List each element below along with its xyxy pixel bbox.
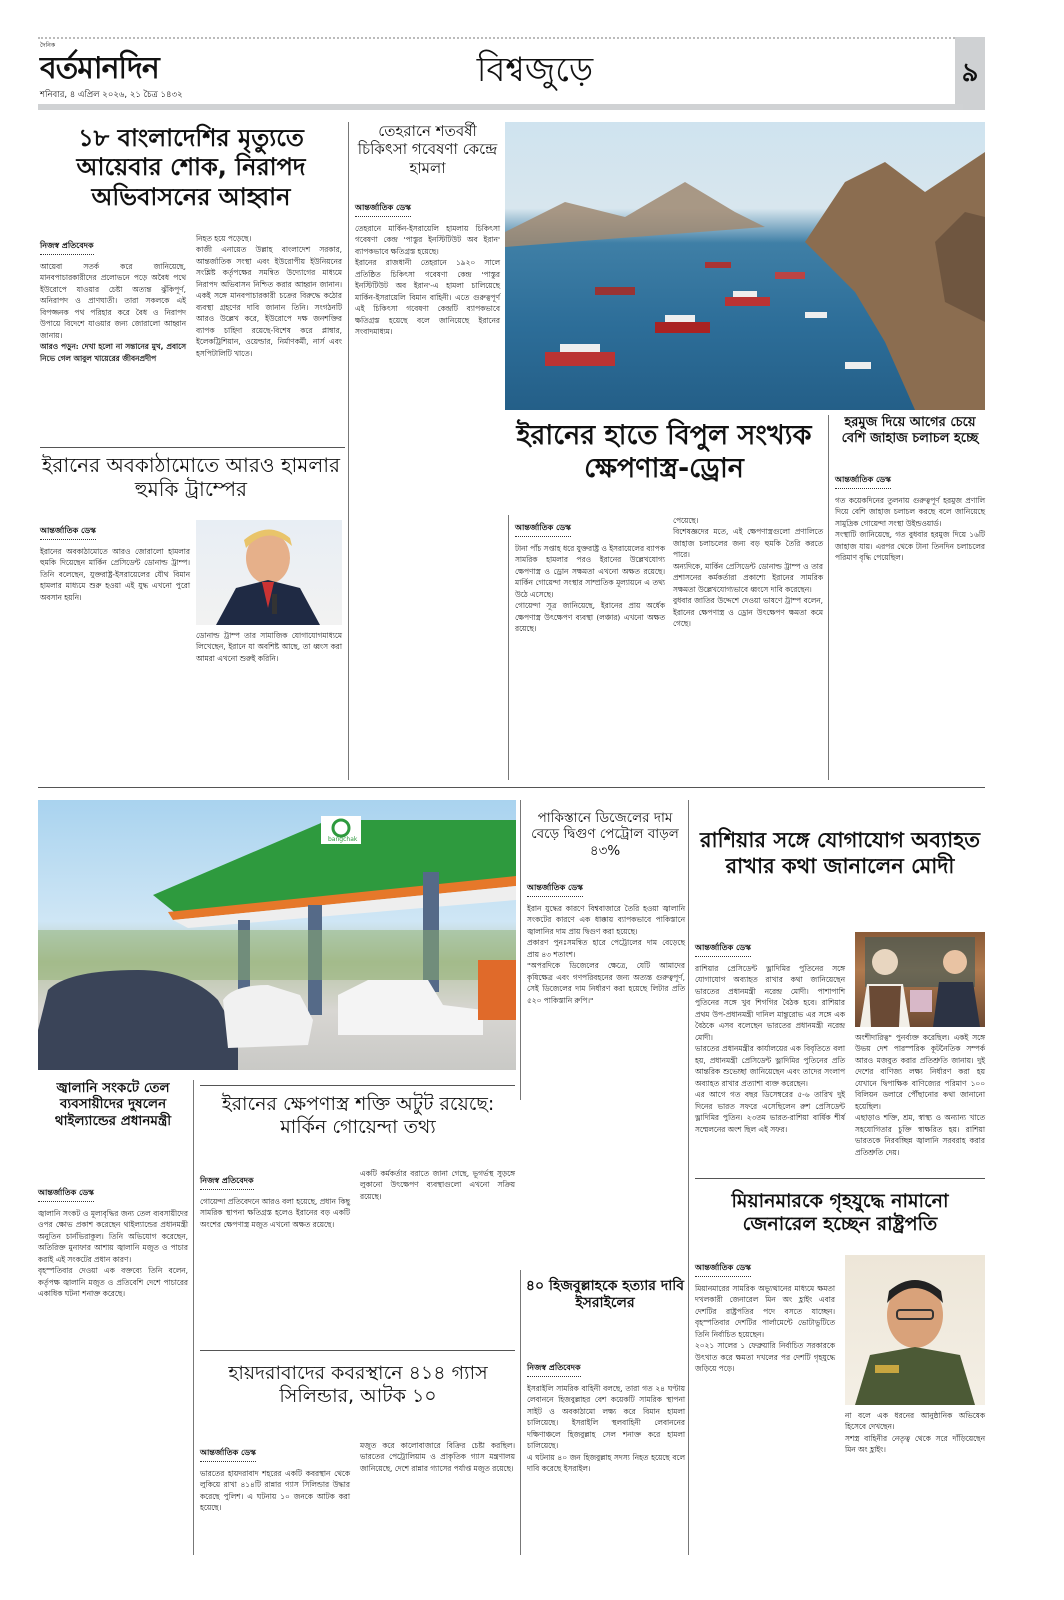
brand-label: bangchak bbox=[328, 836, 358, 843]
article-hezbollah bbox=[527, 1355, 685, 1475]
article-paragraph: প্রকারণ পুনঃসমন্বিত হারে পেট্রোলের দাম বেড়েছে প্রায় ৪৩ শতাংশ। bbox=[527, 938, 685, 959]
headline-tehran-research-center[interactable]: তেহরানে শতবর্ষী চিকিৎসা গবেষণা কেন্দ্রে হামলা bbox=[357, 122, 498, 177]
article-paragraph: ডোনাল্ড ট্রাম্প তার সামাজিক যোগাযোগমাধ্যমে লিখেছেন, ইরানে যা অবশিষ্ট আছে, তা ধ্বংস করা আমরা এখনো শুরুই করিনি। bbox=[196, 631, 342, 663]
section-divider bbox=[38, 787, 985, 788]
ships-illustration bbox=[505, 122, 985, 410]
article-paragraph: ভারতের হায়দরাবাদ শহরের একটি কবরস্থান থেকে লুকিয়ে রাখা ৪১৪টি রান্নার গ্যাস সিলিন্ডার উদ্ধার করেছে পুলিশ। এ ঘটনায় ১০ জনকে আটক করা হয়েছে। bbox=[200, 1469, 350, 1513]
headline-modi-russia[interactable]: রাশিয়ার সঙ্গে যোগাযোগ অব্যাহত রাখার কথা জানালেন মোদী bbox=[699, 828, 981, 878]
divider bbox=[695, 1178, 985, 1179]
article-paragraph: ভারতের প্রধানমন্ত্রীর কার্যালয়ের এক বিবৃতিতে বলা হয়, প্রধানমন্ত্রী প্রেসিডেন্ট ভ্লাদিমির পুতিনের প্রতি আন্তরিক শুভেচ্ছা জানিয়েছেন এবং তাদের সংলাপ অব্যাহত রাখার প্রত্যাশা ব্যক্ত করেছেন। bbox=[695, 1044, 845, 1088]
article-paragraph: মজুত করে কালোবাজারে বিক্রির চেষ্টা করছিল। ভারতের পেট্রোলিয়াম ও প্রাকৃতিক গ্যাস মন্ত্রণালয় জানিয়েছে, দেশে রান্নার গ্যাসের পর্যাপ্ত মজুত রয়েছে। bbox=[360, 1441, 515, 1473]
article-paragraph: সংস্থাটি জানিয়েছে, গত বুধবার হরমুজ দিয়ে ১৬টি জাহাজ যায়। এরপর থেকে টানা তিনদিন চলাচলের পরিমাণ বৃদ্ধি পেয়েছিল। bbox=[835, 530, 985, 563]
article-paragraph: গোয়েন্দা সূত্র জানিয়েছে, ইরানের প্রায় অর্ধেক ক্ষেপণাস্ত্র উৎক্ষেপণ ব্যবস্থা (লঞ্চার) এখনো অক্ষত রয়েছে। bbox=[515, 601, 665, 634]
newspaper-logo[interactable]: বর্তমানদিন bbox=[40, 51, 159, 86]
article-modi-russia-col2 bbox=[855, 1032, 985, 1158]
medal-ribbon bbox=[875, 1365, 899, 1373]
article-paragraph: তেহরানে মার্কিন-ইসরায়েলি হামলায় চিকিৎসা গবেষণা কেন্দ্র 'পাস্তুর ইনস্টিটিউট অব ইরান' ব্যাপকভাবে ক্ষতিগ্রস্ত হয়েছে। bbox=[355, 224, 500, 256]
article-paragraph: বিশেষজ্ঞদের মতে, এই ক্ষেপণাস্ত্রগুলো প্রণালিতে জাহাজ চলাচলের জন্য বড় হুমকি তৈরি করতে পারে। bbox=[673, 527, 823, 560]
article-hormuz-ships bbox=[835, 467, 985, 564]
byline: নিজস্ব প্রতিবেদক bbox=[200, 1175, 254, 1190]
article-paragraph: জ্বালানি সংকট ও মূল্যবৃদ্ধির জন্য তেল ব্যবসায়ীদের ওপর ক্ষোভ প্রকাশ করেছেন থাইল্যান্ডের প্রধানমন্ত্রী অনুতিন চার্নভিরাকুল। তিনি অভিযোগ করেছেন, অতিরিক্ত মুনাফার আশায় জ্বালানি মজুত ও পাচার করাই এই সংকটের প্রধান কারণ। bbox=[38, 1209, 188, 1264]
article-hyderabad-col2 bbox=[360, 1440, 515, 1474]
column-divider bbox=[828, 415, 829, 780]
article-paragraph: সশস্ত্র বাহিনীর নেতৃত্ব থেকে সরে দাঁড়িয়েছেন মিন অং হ্লাইং। bbox=[845, 1433, 985, 1455]
ship bbox=[705, 262, 731, 268]
article-hyderabad-col1 bbox=[200, 1440, 350, 1514]
headline-myanmar-general[interactable]: মিয়ানমারকে গৃহযুদ্ধে নামানো জেনারেল হচ্ছেন রাষ্ট্রপতি bbox=[731, 1190, 949, 1236]
article-paragraph: ইরানের অবকাঠামোতে আরও জোরালো হামলার হুমকি দিয়েছেন মার্কিন প্রেসিডেন্ট ডোনাল্ড ট্রাম্প। তিনি বলেছেন, যুক্তরাষ্ট্র-ইসরায়েলের যৌথ বিমান হামলার মাধ্যমে শুরু হওয়া এই যুদ্ধ এখনো পুরো অবসান হয়নি। bbox=[40, 547, 190, 602]
section-title: বিশ্বজুড়ে bbox=[476, 50, 594, 90]
article-iran-missile-power-col1 bbox=[200, 1168, 350, 1230]
boat bbox=[805, 312, 827, 318]
article-paragraph: আয়েবা সতর্ক করে জানিয়েছে, মানবপাচারকারীদের প্রলোভনে পড়ে অবৈধ পথে ইউরোপে যাওয়ার চেষ্টা অত্যন্ত ঝুঁকিপূর্ণ, অনিরাপদ ও প্রাণঘাতী। তারা সকলকে এই বিপজ্জনক পথ পরিহার করে বৈধ ও নিরাপদ উপায়ে বিদেশে যাওয়ার জন্য জোরালো আহ্বান জানায়। bbox=[40, 262, 186, 340]
ship bbox=[655, 322, 710, 333]
column-divider bbox=[688, 800, 689, 1555]
article-paragraph: রাশিয়ার প্রেসিডেন্ট ভ্লাদিমির পুতিনের সঙ্গে যোগাযোগ অব্যাহত রাখার কথা জানিয়েছেন ভারতের প্রধানমন্ত্রী নরেন্দ্র মোদী। পাশাপাশি পুতিনের সঙ্গে খুব শিগগির বৈঠক হবে। রাশিয়ার প্রথম উপ-প্রধানমন্ত্রী দানিল মান্তুরোভ এর সঙ্গে এক বৈঠকে এসব বলেছেন ভারতের প্রধানমন্ত্রী নরেন্দ্র মোদী। bbox=[695, 964, 845, 1042]
gas-station-illustration bbox=[38, 800, 516, 1070]
article-paragraph: বুধবার জাতির উদ্দেশে দেওয়া ভাষণে ট্রাম্প বলেন, ইরানের ক্ষেপণাস্ত্র ও ড্রোন উৎক্ষেপণ ক্ষমতা কমে গেছে। bbox=[673, 596, 823, 629]
article-paragraph: ইসরাইলি সামরিক বাহিনী বলছে, তারা গত ২৪ ঘণ্টায় লেবাননে হিজবুল্লাহর বেশ কয়েকটি সামরিক স্থাপনা সাইট ও অবকাঠামো লক্ষ্য করে বিমান হামলা চালিয়েছে। ইসরাইলি স্থলবাহিনী লেবাননের দক্ষিণাঞ্চলে হিজবুল্লাহ সেল শনাক্ত করে হামলা চালিয়েছে। bbox=[527, 1384, 685, 1451]
myanmar-general-portrait-photo bbox=[845, 1255, 985, 1405]
portrait-illustration bbox=[845, 1255, 985, 1405]
column-divider bbox=[348, 122, 349, 780]
divider bbox=[40, 447, 345, 448]
article-paragraph: একটি কর্মকর্তার বরাতে জানা গেছে, ভূগর্ভস্থ সুড়ঙ্গে লুকানো উৎক্ষেপণ ব্যবস্থাগুলো এখনো সক্রিয় রয়েছে। bbox=[360, 1169, 515, 1201]
article-paragraph: গোয়েন্দা প্রতিবেদনে আরও বলা হয়েছে, প্রধান কিছু সামরিক স্থাপনা ক্ষতিগ্রস্ত হলেও ইরানের বড় একটি অংশের ক্ষেপণাস্ত্র মজুত এখনো অক্ষত রয়েছে। bbox=[200, 1197, 350, 1229]
sedan bbox=[223, 985, 313, 1048]
tanker bbox=[478, 960, 516, 1020]
article-bangladeshi-deaths-col2 bbox=[196, 233, 342, 359]
article-paragraph: ২০২১ সালের ১ ফেব্রুয়ারি নির্বাচিত সরকারকে উৎখাত করে ক্ষমতা দখলের পর দেশটি গৃহযুদ্ধে জড়িয়ে পড়ে। bbox=[695, 1341, 835, 1374]
byline: আন্তর্জাতিক ডেস্ক bbox=[835, 474, 891, 489]
article-paragraph: এ ঘটনায় ৪০ জন হিজবুল্লাহ সদস্য নিহত হয়েছে বলে দাবি করেছে ইসরাইল। bbox=[527, 1452, 685, 1474]
article-myanmar-col1 bbox=[695, 1255, 835, 1375]
headline-hezbollah[interactable]: ৪০ হিজবুল্লাহকে হত্যার দাবি ইসরাইলের bbox=[525, 1278, 685, 1312]
article-paragraph: অংশীদারিত্ব" পুনর্ব্যক্ত করেছিল। একই সঙ্গে উভয় দেশ পারস্পরিক কূটনৈতিক সম্পর্ক আরও মজবুত করার প্রতিশ্রুতি জানায়। দুই দেশের বাণিজ্য লক্ষ্য নির্ধারণ করা হয় যেখানে দ্বিপাক্ষিক বাণিজ্যের পরিমাণ ১০০ বিলিয়ন ডলারে পৌঁছানোর কথা জানানো হয়েছিল। bbox=[855, 1033, 985, 1111]
article-trump-threat-col1 bbox=[40, 518, 190, 603]
article-modi-russia-col1 bbox=[695, 935, 845, 1135]
article-paragraph: "অপরদিকে ডিজেলের ক্ষেত্রে, যেটি আমাদের কৃষিক্ষেত্র এবং গণপরিবহনের জন্য অত্যন্ত গুরুত্বপূর্ণ, সেই ডিজেলের দাম নির্ধারণ করা হয়েছে লিটার প্রতি ৫২০ পাকিস্তানি রুপি।" bbox=[527, 961, 685, 1005]
ship bbox=[725, 297, 770, 306]
article-paragraph: অন্যদিকে, মার্কিন প্রেসিডেন্ট ডোনাল্ড ট্রাম্প ও তার প্রশাসনের কর্মকর্তারা প্রকাশ্যে ইরানের সামরিক সক্ষমতা উল্লেখযোগ্যভাবে ধ্বংসে দাবি করেছেন। bbox=[673, 561, 823, 594]
masthead-top-rule bbox=[38, 37, 963, 39]
headline-trump-threat[interactable]: ইরানের অবকাঠামোতে আরও হামলার হুমকি ট্রাম্পের bbox=[41, 453, 341, 502]
article-paragraph: ইরান যুদ্ধের কারণে বিশ্ববাজারে তৈরি হওয়া জ্বালানি সংকটের কারণে এক ধাক্কায় ব্যাপকভাবে পাকিস্তানে জ্বালানির দাম প্রায় দ্বিগুণ করা হয়েছে। bbox=[527, 904, 685, 936]
meeting-illustration bbox=[855, 932, 985, 1027]
column-divider bbox=[520, 1270, 521, 1555]
suv bbox=[38, 970, 238, 1070]
masthead-bottom-rule bbox=[38, 104, 963, 110]
headline-pakistan-diesel[interactable]: পাকিস্তানে ডিজেলের দাম বেড়ে দ্বিগুণ পেট্রোল বাড়ল ৪৩% bbox=[531, 810, 679, 859]
article-bangladeshi-deaths-col1 bbox=[40, 233, 186, 364]
article-iran-missiles-col2 bbox=[673, 515, 823, 630]
headline-bangladeshi-deaths[interactable]: ১৮ বাংলাদেশির মৃত্যুতে আয়েবার শোক, নিরাপদ অভিবাসনের আহ্বান bbox=[76, 124, 306, 211]
headline-iran-missiles-drones[interactable]: ইরানের হাতে বিপুল সংখ্যক ক্ষেপণাস্ত্র-ড্রোন bbox=[516, 420, 812, 484]
byline: আন্তর্জাতিক ডেস্ক bbox=[695, 942, 751, 957]
ship bbox=[775, 272, 805, 279]
byline: আন্তর্জাতিক ডেস্ক bbox=[200, 1447, 256, 1462]
article-paragraph: ইরানের রাজধানী তেহরানে ১৯২০ সালে প্রতিষ্ঠিত চিকিৎসা গবেষণা কেন্দ্র 'পাস্তুর ইনস্টিটিউট অব ইরান'-এ হামলা চালিয়েছে মার্কিন-ইসরায়েলি বিমান বাহিনী। এতে গুরুত্বপূর্ণ এই চিকিৎসা গবেষণা কেন্দ্রটি ব্যাপকভাবে ক্ষতিগ্রস্ত হয়েছে বলে জানিয়েছে ইরানের সংবাদমাধ্যম। bbox=[355, 258, 500, 337]
headline-thailand-pm[interactable]: জ্বালানি সংকটে তেল ব্যবসায়ীদের দুষলেন থাইল্যান্ডের প্রধানমন্ত্রী bbox=[54, 1080, 172, 1129]
page-number: ৯ bbox=[955, 37, 985, 110]
article-paragraph: মিয়ানমারের সামরিক অভ্যুত্থানের মাধ্যমে ক্ষমতা দখলকারী জেনারেল মিন অং হ্লাইং এবার দেশটির রাষ্ট্রপতির পদে বসতে যাচ্ছেন। বৃহস্পতিবার দেশটির পার্লামেন্টে ভোটাভুটিতে তিনি নির্বাচিত হয়েছেন। bbox=[695, 1284, 835, 1339]
headline-hyderabad-cylinders[interactable]: হায়দরাবাদের কবরস্থানে ৪১৪ গ্যাস সিলিন্ডার, আটক ১০ bbox=[228, 1362, 488, 1408]
ships-in-strait-photo bbox=[505, 122, 985, 410]
byline: আন্তর্জাতিক ডেস্ক bbox=[355, 202, 411, 217]
headline-hormuz-ships[interactable]: হরমুজ দিয়ে আগের চেয়ে বেশি জাহাজ চলাচল হচ্ছে bbox=[841, 415, 979, 446]
article-pakistan-diesel bbox=[527, 875, 685, 1006]
pickup bbox=[338, 980, 483, 1035]
gift-book bbox=[910, 990, 932, 1012]
byline: আন্তর্জাতিক ডেস্ক bbox=[38, 1187, 94, 1202]
column-divider bbox=[508, 515, 509, 780]
article-paragraph: না বলে এক ধরনের আনুষ্ঠানিক অভিষেক হিসেবে দেখছেন। bbox=[845, 1411, 985, 1432]
divider bbox=[200, 1350, 515, 1351]
article-paragraph: এছাড়াও শক্তি, শ্রম, স্বাস্থ্য ও অন্যান্য খাতে সহযোগিতার চুক্তি স্বাক্ষরিত হয়। রাশিয়া ভারতকে নিরবচ্ছিন্ন জ্বালানি সরবরাহ করার প্রতিশ্রুতি দেয়। bbox=[855, 1113, 985, 1157]
headline-iran-missile-power[interactable]: ইরানের ক্ষেপণাস্ত্র শক্তি অটুট রয়েছে: মার্কিন গোয়েন্দা তথ্য bbox=[221, 1093, 495, 1139]
byline: আন্তর্জাতিক ডেস্ক bbox=[40, 525, 96, 540]
article-paragraph: নিহত হয়ে পড়েছে। bbox=[196, 234, 252, 243]
portrait-illustration bbox=[196, 520, 342, 625]
divider bbox=[200, 1085, 515, 1086]
byline: নিজস্ব প্রতিবেদক bbox=[40, 240, 94, 255]
boat bbox=[845, 362, 871, 369]
column-divider bbox=[193, 1080, 194, 1555]
modi-putin-meeting-photo bbox=[855, 932, 985, 1027]
masthead-kicker: দৈনিক bbox=[40, 42, 56, 49]
article-paragraph: টানা পাঁচ সপ্তাহ ধরে যুক্তরাষ্ট্র ও ইসরায়েলের ব্যাপক সামরিক হামলার পরও ইরানের উল্লেখযোগ্য ক্ষেপণাস্ত্র ও ড্রোন সক্ষমতা এখনো অক্ষত রয়েছে। মার্কিন গোয়েন্দা সংস্থার সাম্প্রতিক মূল্যায়নে এ তথ্য উঠে এসেছে। bbox=[515, 544, 665, 599]
byline: নিজস্ব প্রতিবেদক bbox=[527, 1362, 581, 1377]
article-paragraph: পেয়েছে। bbox=[673, 516, 699, 525]
byline: আন্তর্জাতিক ডেস্ক bbox=[695, 1262, 751, 1277]
article-tehran-research-center bbox=[355, 195, 500, 338]
article-myanmar-col2 bbox=[845, 1410, 985, 1456]
related-link[interactable]: আরও পড়ুন: দেখা হলো না সন্তানের মুখ, প্রবাসে নিভে গেল আবুল খায়েরের জীবনপ্রদীপ bbox=[40, 342, 186, 363]
article-paragraph: গত কয়েকদিনের তুলনায় গুরুত্বপূর্ণ হরমুজ প্রণালি দিয়ে বেশি জাহাজ চলাচল করছে বলে জানিয়েছে সামুদ্রিক গোয়েন্দা সংস্থা উইন্ডওয়ার্ড। bbox=[835, 496, 985, 528]
article-paragraph: এর আগে গত বছর ডিসেম্বরের ৫-৬ তারিখ দুই দিনের ভারত সফরে এসেছিলেন রুশ প্রেসিডেন্ট ভ্লাদিমির পুতিন। ২৩তম ভারত-রাশিয়া বার্ষিক শীর্ষ সম্মেলনের অংশ ছিল এই সফর। bbox=[695, 1090, 845, 1134]
column-divider bbox=[520, 800, 521, 1100]
article-iran-missiles-col1 bbox=[515, 515, 665, 635]
microphone bbox=[272, 594, 277, 614]
ship bbox=[595, 287, 635, 295]
trump-portrait-photo bbox=[196, 520, 342, 625]
dateline: শনিবার, ৪ এপ্রিল ২০২৬, ২১ চৈত্র ১৪৩২ bbox=[40, 90, 183, 100]
byline: আন্তর্জাতিক ডেস্ক bbox=[527, 882, 583, 897]
article-iran-missile-power-col2 bbox=[360, 1168, 515, 1202]
gas-station-queue-photo bbox=[38, 800, 516, 1070]
article-trump-threat-col2 bbox=[196, 630, 342, 664]
article-paragraph: কাজী এনায়েত উল্লাহ বাংলাদেশ সরকার, আন্তর্জাতিক সংস্থা এবং ইউরোপীয় ইউনিয়নের সংশ্লিষ্ট কর্তৃপক্ষের সমন্বিত উদ্যোগের মাধ্যমে নিরাপদ অভিবাসন নিশ্চিত করার আহ্বান জানান। একই সঙ্গে মানবপাচারকারী চক্রের বিরুদ্ধে কঠোর ব্যবস্থা গ্রহণের দাবি জানান তিনি। সংগঠনটি আরও উল্লেখ করে, ইউরোপে দক্ষ জনশক্তির ব্যাপক চাহিদা রয়েছে-বিশেষ করে প্লাম্বার, ইলেকট্রিশিয়ান, ওয়েল্ডার, নির্মাণকর্মী, নার্স এবং হসপিটালিটি খাতে। bbox=[196, 245, 342, 358]
byline: আন্তর্জাতিক ডেস্ক bbox=[515, 522, 571, 537]
article-paragraph: বৃহস্পতিবার দেওয়া এক বক্তব্যে তিনি বলেন, কর্তৃপক্ষ জ্বালানি মজুত ও প্রতিবেশি দেশে পাচারের একাধিক ঘটনা শনাক্ত করেছে। bbox=[38, 1266, 188, 1299]
ship bbox=[545, 352, 615, 366]
article-thailand-pm bbox=[38, 1180, 188, 1300]
